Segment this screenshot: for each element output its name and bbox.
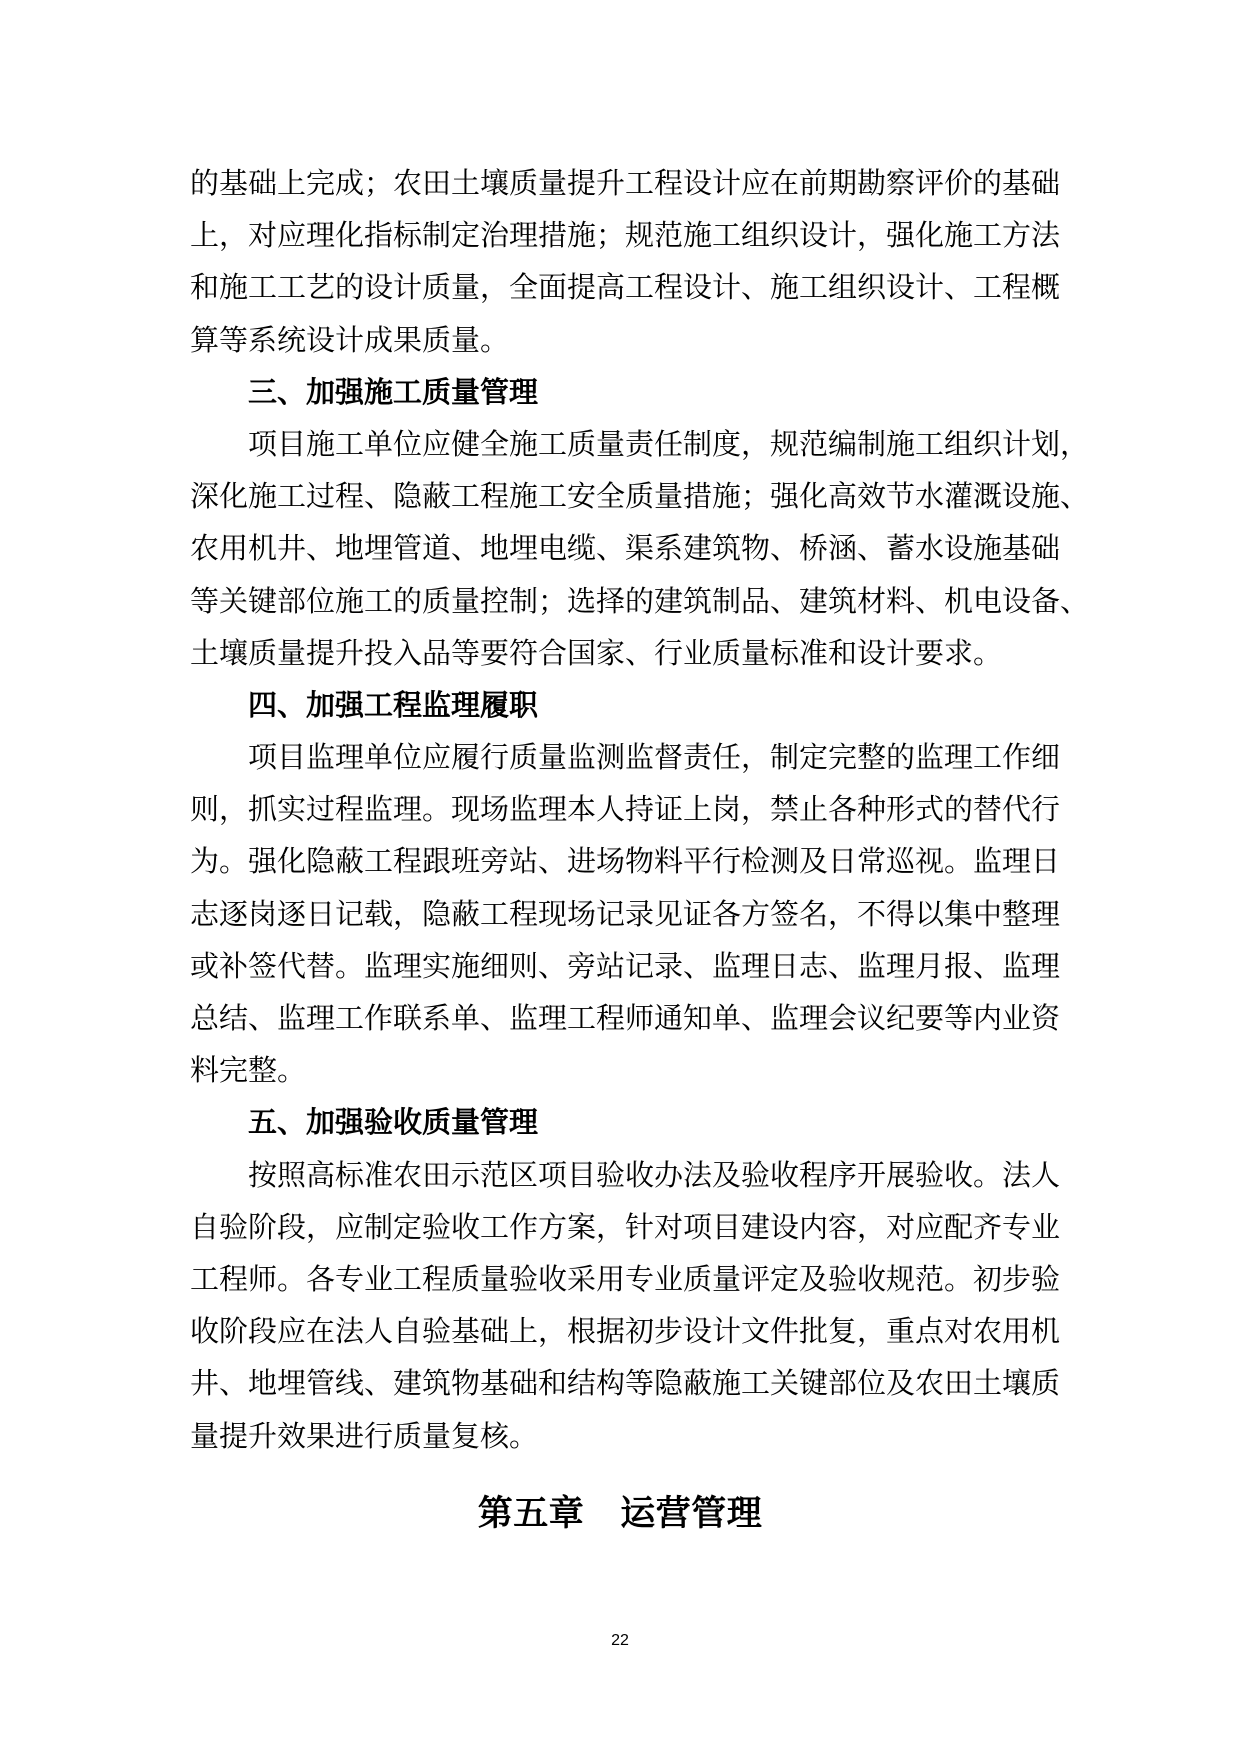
paragraph-line: 算等系统设计成果质量。 bbox=[190, 322, 510, 357]
chapter-title bbox=[0, 1486, 1240, 1536]
paragraph-line: 上，对应理化指标制定治理措施；规范施工组织设计，强化施工方法 bbox=[190, 218, 1061, 253]
page-body bbox=[190, 157, 1090, 1462]
chapter-number: 第五章 bbox=[477, 1493, 585, 1534]
paragraph-line: 项目监理单位应履行质量监测监督责任，制定完整的监理工作细 bbox=[248, 740, 1061, 775]
paragraph-line: 量提升效果进行质量复核。 bbox=[190, 1418, 539, 1453]
paragraph-line: 料完整。 bbox=[190, 1053, 307, 1088]
paragraph-line: 井、地埋管线、建筑物基础和结构等隐蔽施工关键部位及农田土壤质 bbox=[190, 1366, 1061, 1401]
paragraph-line: 自验阶段，应制定验收工作方案，针对项目建设内容，对应配齐专业 bbox=[190, 1209, 1061, 1244]
page-number: 22 bbox=[611, 1632, 629, 1649]
paragraph-line: 和施工工艺的设计质量，全面提高工程设计、施工组织设计、工程概 bbox=[190, 270, 1061, 305]
section-heading-5: 五、加强验收质量管理 bbox=[248, 1105, 539, 1140]
paragraph-line: 农用机井、地埋管道、地埋电缆、渠系建筑物、桥涵、蓄水设施基础 bbox=[190, 531, 1061, 566]
paragraph-line: 的基础上完成；农田土壤质量提升工程设计应在前期勘察评价的基础 bbox=[190, 166, 1061, 200]
section-heading-4: 四、加强工程监理履职 bbox=[248, 687, 539, 722]
paragraph-line: 或补签代替。监理实施细则、旁站记录、监理日志、监理月报、监理 bbox=[190, 948, 1061, 983]
paragraph-line: 工程师。各专业工程质量验收采用专业质量评定及验收规范。初步验 bbox=[190, 1261, 1061, 1296]
paragraph-line: 则，抓实过程监理。现场监理本人持证上岗，禁止各种形式的替代行 bbox=[190, 792, 1061, 827]
paragraph-line: 深化施工过程、隐蔽工程施工安全质量措施；强化高效节水灌溉设施、 bbox=[190, 479, 1090, 514]
paragraph-line: 志逐岗逐日记载，隐蔽工程现场记录见证各方签名，不得以集中整理 bbox=[190, 896, 1061, 931]
paragraph-line: 土壤质量提升投入品等要符合国家、行业质量标准和设计要求。 bbox=[190, 635, 1003, 670]
paragraph-line: 项目施工单位应健全施工质量责任制度，规范编制施工组织计划， bbox=[248, 426, 1090, 461]
paragraph-line: 收阶段应在法人自验基础上，根据初步设计文件批复，重点对农用机 bbox=[190, 1314, 1061, 1349]
paragraph-line: 总结、监理工作联系单、监理工程师通知单、监理会议纪要等内业资 bbox=[190, 1001, 1061, 1035]
paragraph-line: 为。强化隐蔽工程跟班旁站、进场物料平行检测及日常巡视。监理日 bbox=[190, 844, 1061, 879]
paragraph-line: 按照高标准农田示范区项目验收办法及验收程序开展验收。法人 bbox=[248, 1157, 1061, 1192]
section-heading-3: 三、加强施工质量管理 bbox=[248, 374, 539, 409]
chapter-name: 运营管理 bbox=[620, 1493, 763, 1534]
paragraph-line: 等关键部位施工的质量控制；选择的建筑制品、建筑材料、机电设备、 bbox=[190, 583, 1090, 618]
